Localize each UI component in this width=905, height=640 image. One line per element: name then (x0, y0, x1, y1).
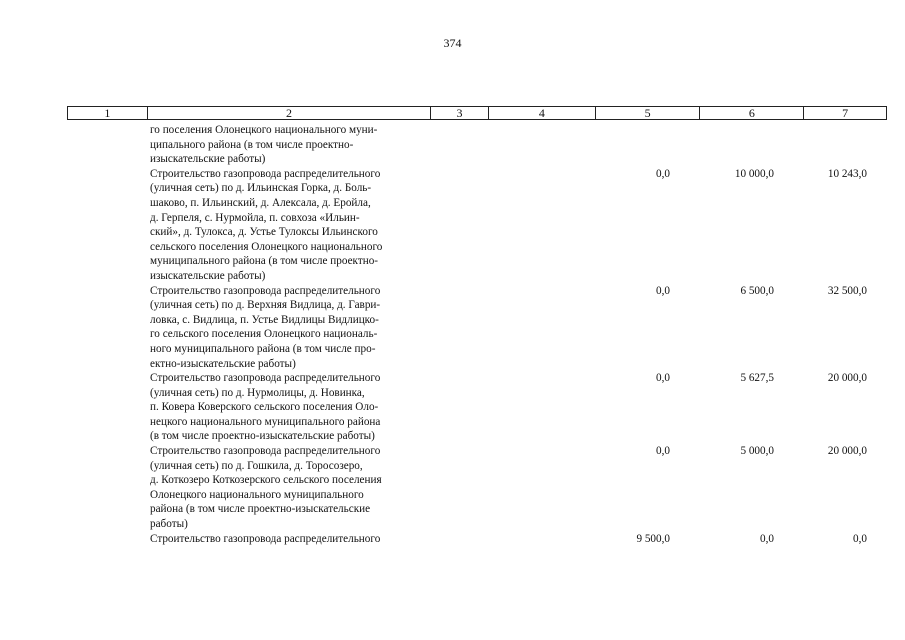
table-row (0, 371, 905, 444)
description-line: д. Герпеля, с. Нурмойла, п. совхоза «Ильин- (150, 211, 360, 224)
description-line: изыскательские работы) (150, 269, 266, 282)
table-row (0, 532, 905, 547)
table-row (0, 444, 905, 532)
description-line: го сельского поселения Олонецкого националь- (150, 328, 378, 341)
description-line: го поселения Олонецкого национального муни- (150, 124, 378, 136)
column-header-1: 1 (68, 107, 148, 119)
value-column-7: 10 243,0 (827, 167, 867, 180)
description-line: (уличная сеть) по д. Нурмолицы, д. Новинка, (150, 386, 365, 399)
row-description (150, 532, 425, 547)
value-column-7: 32 500,0 (827, 284, 867, 297)
table-row (0, 167, 905, 284)
value-column-5: 0,0 (656, 445, 670, 458)
description-line: Строительство газопровода распределительного (150, 284, 381, 297)
description-line: района (в том числе проектно-изыскательские (150, 503, 371, 516)
description-line: шаково, п. Ильинский, д. Алексала, д. Еройла, (150, 196, 371, 209)
description-line: (уличная сеть) по д. Ильинская Горка, д. Боль- (150, 182, 372, 195)
row-description (150, 123, 425, 167)
row-description (150, 371, 425, 444)
description-line: нецкого национального муниципального района (150, 415, 381, 428)
column-header-6: 6 (700, 107, 804, 119)
value-column-6: 5 000,0 (740, 445, 774, 458)
row-description (150, 444, 425, 532)
value-column-5: 0,0 (656, 372, 670, 385)
value-column-5: 0,0 (656, 284, 670, 297)
row-description (150, 284, 425, 372)
description-line: муниципального района (в том числе проектно- (150, 255, 379, 268)
description-line: ципального района (в том числе проектно- (150, 138, 354, 151)
table-header-row (67, 106, 887, 120)
description-line: Строительство газопровода распределительного (150, 532, 381, 545)
value-column-6: 0,0 (760, 532, 774, 545)
description-line: д. Коткозеро Коткозерского сельского поселения (150, 474, 382, 487)
description-line: Строительство газопровода распределительного (150, 167, 381, 180)
table-row (0, 123, 905, 167)
value-column-7: 20 000,0 (827, 445, 867, 458)
description-line: изыскательские работы) (150, 153, 266, 166)
column-header-2: 2 (148, 107, 431, 119)
value-column-7: 20 000,0 (827, 372, 867, 385)
column-header-5: 5 (596, 107, 701, 119)
description-line: (уличная сеть) по д. Гошкила, д. Торосозеро, (150, 459, 363, 472)
column-header-4: 4 (489, 107, 596, 119)
value-column-5: 9 500,0 (636, 532, 670, 545)
column-header-3: 3 (431, 107, 489, 119)
value-column-7: 0,0 (853, 532, 867, 545)
value-column-6: 5 627,5 (740, 372, 774, 385)
table-body (0, 123, 905, 546)
description-line: Олонецкого национального муниципального (150, 488, 364, 501)
description-line: Строительство газопровода распределительного (150, 445, 381, 458)
description-line: (уличная сеть) по д. Верхняя Видлица, д. Гаври- (150, 299, 381, 312)
description-line: ного муниципального района (в том числе про- (150, 342, 376, 355)
description-line: работы) (150, 518, 188, 531)
value-column-6: 10 000,0 (734, 167, 774, 180)
row-description (150, 167, 425, 284)
description-line: п. Ковера Коверского сельского поселения Оло- (150, 401, 379, 414)
page-number: 374 (443, 36, 462, 50)
value-column-6: 6 500,0 (740, 284, 774, 297)
description-line: ский», д. Тулокса, д. Устье Тулоксы Ильинского (150, 226, 378, 239)
column-header-7: 7 (842, 106, 849, 120)
description-line: ектно-изыскательские работы) (150, 357, 296, 370)
description-line: (в том числе проектно-изыскательские работы) (150, 430, 375, 443)
value-column-5: 0,0 (656, 167, 670, 180)
description-line: Строительство газопровода распределительного (150, 372, 381, 385)
description-line: сельского поселения Олонецкого национального (150, 240, 383, 253)
description-line: ловка, с. Видлица, п. Устье Видлицы Видлицко- (150, 313, 379, 326)
table-row (0, 284, 905, 372)
